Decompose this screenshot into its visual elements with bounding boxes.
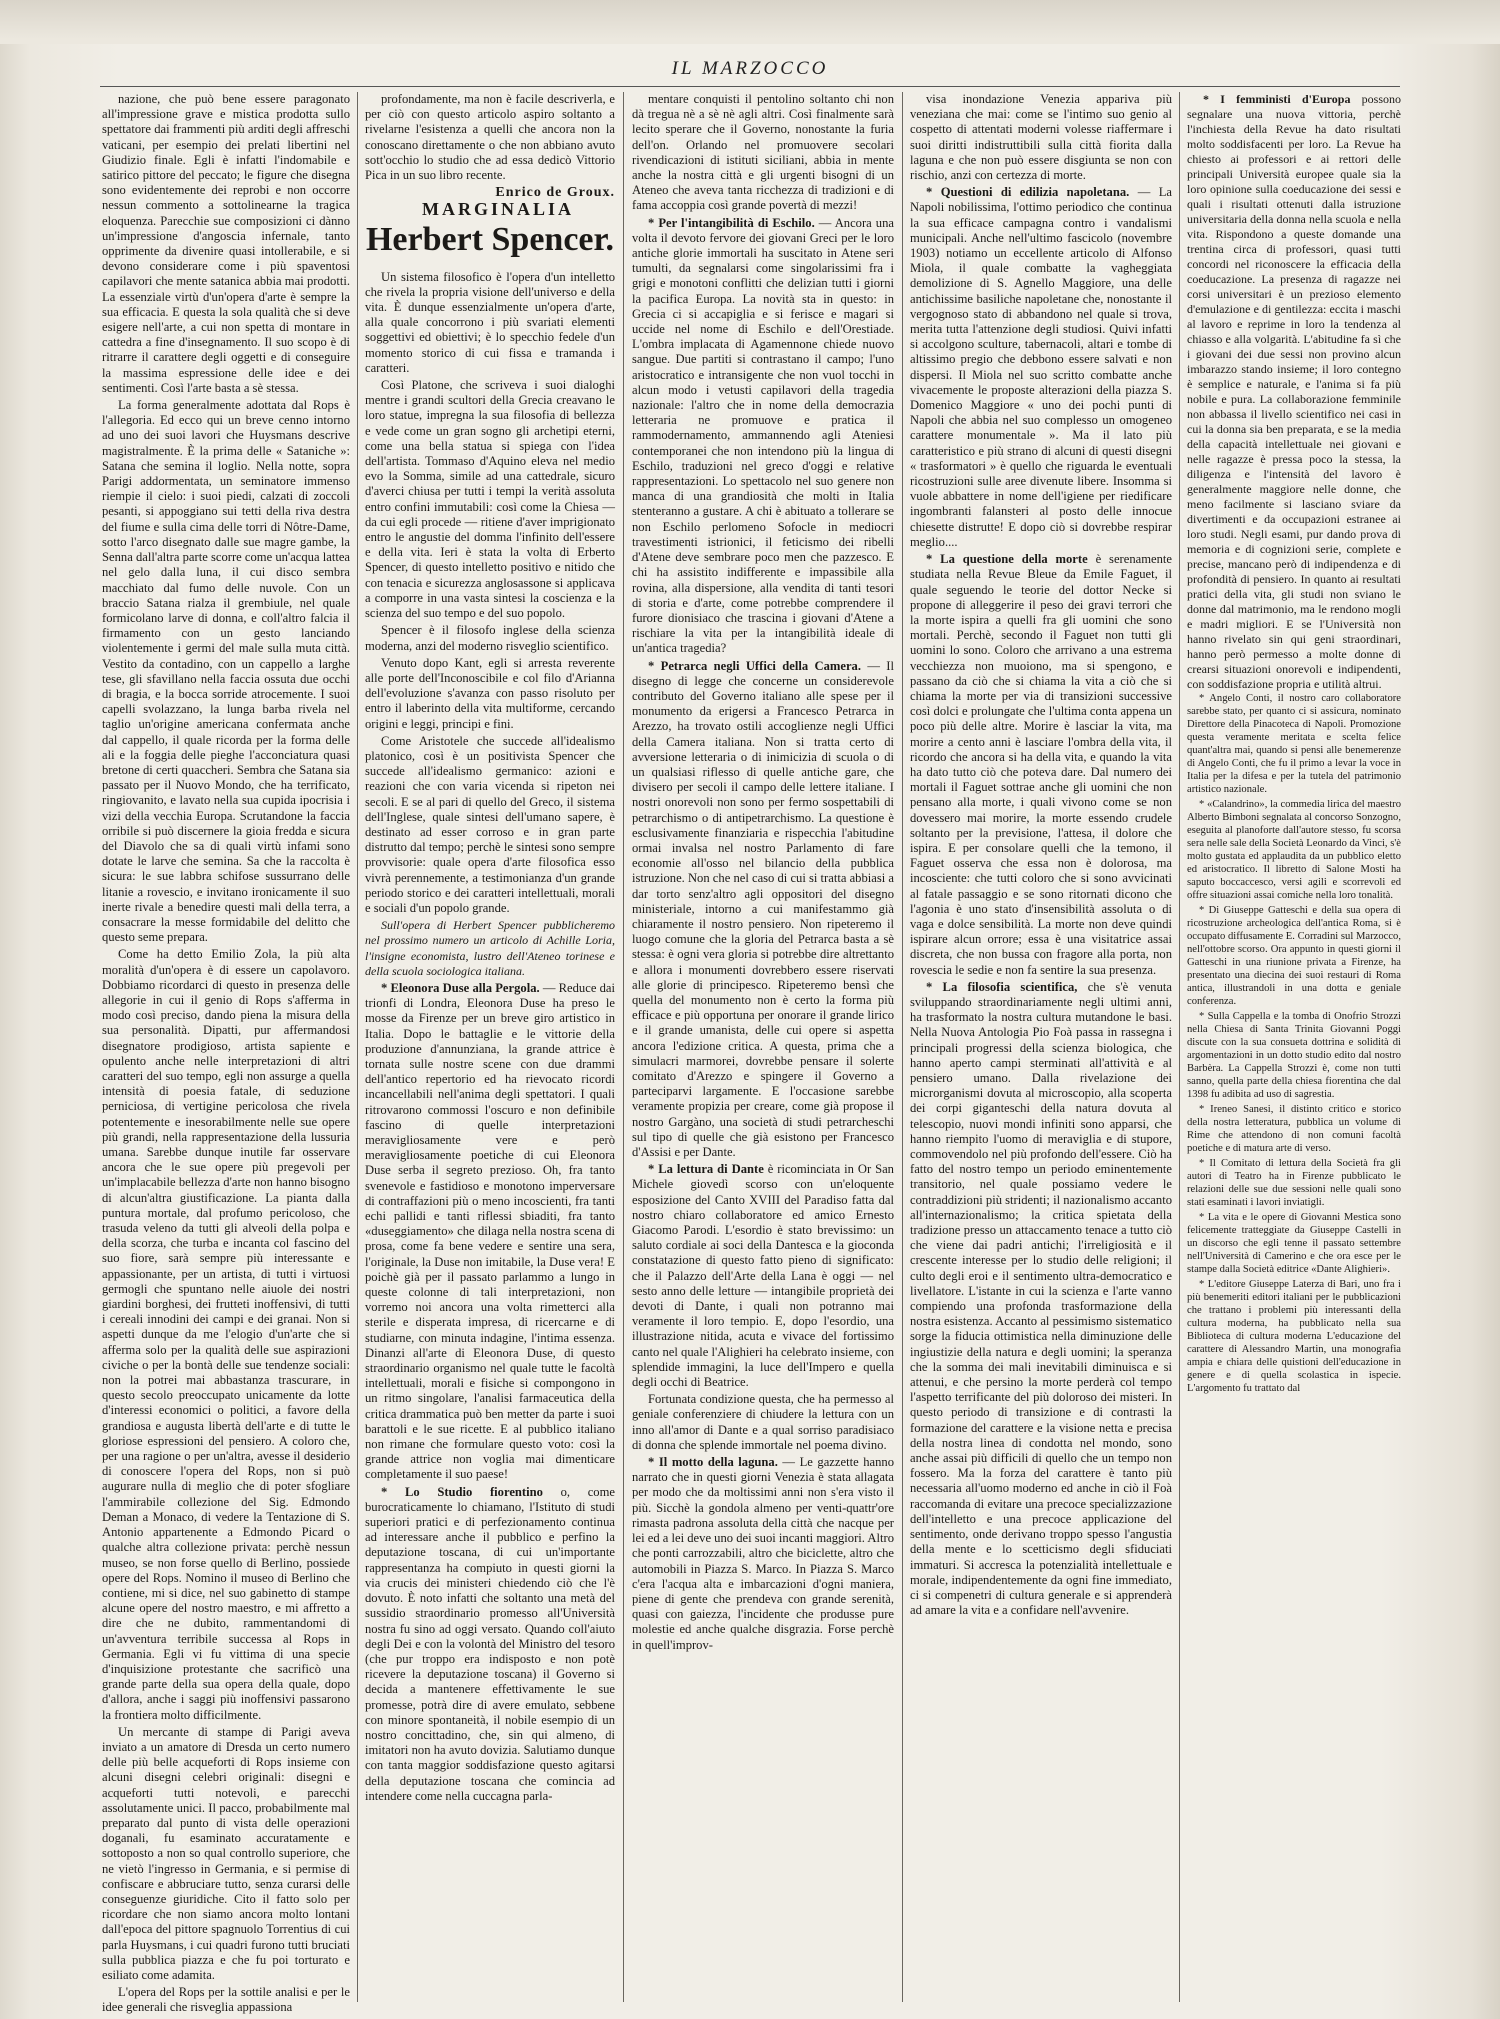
news-heading: * I femministi d'Europa [1203, 92, 1351, 106]
news-body: — Il disegno di legge che concerne un considerevole contributo del Governo italiano alle spese per il monumento da erigersi a Francesco Petrarca in Arezzo, ha trovato ostili accoglienze negli Uffici della Camera italiana. Non si tratta certo di avversione letteraria o di inimicizia di scuola o di un qualsiasi riflesso di quelle antiche gare, che divisero per secoli il campo delle lettere italiane. I nostri onorevoli non sono per fermo sospettabili di petrarchismo o di antipetrarchismo. La questione è esclusivamente finanziaria e rispecchia l'abitudine ormai invalsa nel nostro Parlamento di fare economie all'osso nel bilancio della pubblica istruzione. Non che nel caso di cui si tratta abbiasi a dar torto senz'altro agli oppositori del disegno ministeriale, intorno a cui manifestammo già chiaramente il nostro pensiero. Non ripeteremo il luogo comune che la gloria del Petrarca basta a sè stessa: è ogni vera gloria si potrebbe dire altrettanto e allora i monumenti dovrebbero essere riservati alle glorie di principesco. Ripeteremo bensì che quella del monumento non è certo la forma più efficace e più opportuna per onorare il grande lirico e il grande umanista, delle cui opere si aspetta ancora l'edizione critica. A questa, prima che a simulacri marmorei, dovrebbe pensare il solerte comitato d'Arezzo e spingere il Governo a parteciparvi largamente. E l'occasione sarebbe veramente propizia per creare, come già propose il nostro Gargàno, una società di studi petrarcheschi sul tipo di quelle che già esistono per Francesco d'Assisi e per Dante. [632, 658, 894, 1160]
news-heading: * Petrarca negli Uffici della Camera. [648, 658, 861, 673]
news-heading: * Eleonora Duse alla Pergola. [381, 980, 540, 995]
small-note: * Di Giuseppe Gatteschi e della sua opera di ricostruzione archeologica dell'antica Roma, si è occupato diffusamente E. Corradini sul Marzocco, nell'ottobre scorso. Ora appunto in questi giorni il Gatteschi in una riunione privata a Firenze, ha presentato una diecina dei suoi restauri di Roma antica, illustrandoli in una dotta e geniale conferenza. [1187, 905, 1401, 1007]
news-item [632, 216, 894, 657]
column-1 [102, 92, 350, 2015]
news-body: è ricominciata in Or San Michele giovedì scorso con un'eloquente esposizione del Canto XVIII del Paradiso fatta dal nostro chiaro collaboratore ed amico Ernesto Giacomo Parodi. L'esordio è stato brevissimo: un saluto cordiale ai soci della Dantesca e la gioconda constatazione di questo fatto pieno di significato: che il Palazzo dell'Arte della Lana è oggi — nel sesto anno delle letture — intangibile proprietà dei devoti di Dante, i quali non potranno mai veramente il loro tempio. E, dopo l'esordio, una illustrazione nitida, acuta e vivace del fortissimo canto nel quale l'Alighieri ha celebrato insieme, con splendide immagini, la luce dell'Impero e quella degli occhi di Beatrice. [632, 1162, 894, 1390]
article-paragraph: Come Aristotele che succede all'idealismo platonico, così è un positivista Spencer che succede all'idealismo germanico: azioni e reazioni che con varia vicenda si ripeton nei secoli. E se al pari di quello del Greco, il sistema dell'Inglese, quale sintesi dell'umano sapere, è destinato ad esser corroso e in gran parte distrutto dal tempo; perchè le sintesi sono sempre provvisorie: quale opera d'arte filosofica esso vivrà perennemente, a testimonianza d'un grande periodo storico e dei caratteri intellettuali, morali e sociali d'un popolo grande. [365, 733, 615, 915]
news-heading: * Questioni di edilizia napoletana. [926, 185, 1130, 200]
article-paragraph: Spencer è il filosofo inglese della scienza moderna, anzi del moderno risveglio scientifico. [365, 623, 615, 653]
news-item [910, 185, 1172, 550]
article-paragraph: Come ha detto Emilio Zola, la più alta moralità d'un'opera è di essere un capolavoro. Dobbiamo ricordarci di questo in presenza delle allegorie in cui il genio di Rops s'afferma in modo così preciso, dando piena la misura della sua personalità. Dipatti, pur affermandosi disegnatore prodigioso, artista sapiente e opulento anche nelle interpretazioni di altri caratteri del suo tempo, egli non assurge a quella intensità di poesia fatale, di seduzione perniciosa, di vertigine pericolosa che rivela potentemente e inesorabilmente nelle sue opere più grandi, nella rappresentazione della lussuria umana. Sarebbe dunque inutile far osservare ancora che le sue opere più pregevoli per un'implacabile bellezza d'arte non hanno bisogno di alcun'altra giustificazione. La pianta dalla puntura mortale, dal profumo pericoloso, che trasuda veleno da tutti gli alveoli della polpa e della scorza, che turba e incanta col fascino del suo fiore, sarà sempre più interessante e appassionante, per un artista, di tutti i virtuosi germogli che spuntano nelle aiuole dei nostri giardini borghesi, dei frutteti inoffensivi, di tutti i cereali innodini dei campi e dei granai. Non si aspetti dunque da me l'elogio d'un'arte che si afferma solo per la qualità delle sue aspirazioni civiche o per la bontà delle sue tendenze sociali: non la potrei mai abbastanza trascurare, in questo secolo preoccupato unicamente da lotte d'interessi economici o politici, a favore della grandiosa e augusta libertà dell'arte e di tutte le gloriose espressioni del pensiero. A coloro che, per una ragione o per un'altra, avesse il desiderio di conoscere l'opera del Rops, non si può augurare nulla di meglio che di poter sfogliare l'ammirabile collezione del Sig. Edmondo Deman a Monaco, di vedere la Tentazione di S. Antonio appartenente a Edmondo Picard o qualche altra collezione privata: perchè nessun museo, se non forse quello di Berlino, possiede opere del Rops. Nomino il museo di Berlino che contiene, mi si dice, nel suo gabinetto di stampe alcune opere del nostro maestro, e mi affretto a dire che ne dubito, rammentandomi di un'avventura terribile successa al Rops in Germania. Egli vi fu vittima di una specie d'inquisizione protestante che sacrificò una grande parte della sua opera della quale, dopo d'allora, anche i saggi più inoffensivi passarono la frontiera molto difficilmente. [102, 947, 350, 1722]
column-divider [1179, 92, 1180, 2002]
masthead: IL MARZOCCO [671, 58, 829, 79]
article-paragraph: Un mercante di stampe di Parigi aveva inviato a un amatore di Dresda un certo numero delle più belle acqueforti di Rops insieme con alcuni disegni celebri originali: disegni e acqueforti tutti notevoli, e parecchi assolutamente unici. Il pacco, probabilmente mal preparato dal punto di vista delle operazioni doganali, fu esaminato accuratamente e sottoposto a non so qual controllo superiore, che ne vietò l'ingresso in Germania, e si permise di confiscare e abbruciare tutto, senza curarsi delle conseguenze giuridiche. Cito il fatto solo per ricordare che non siamo ancora molto lontani dall'epoca del pittore spagnuolo Torrentius di cui parla Huysmans, i cui quadri furono tutti bruciati sulla pubblica piazza e che fu poi torturato e esiliato come adamita. [102, 1724, 350, 1982]
news-item [632, 659, 894, 1161]
author-signature: Enrico de Groux. [495, 185, 615, 201]
news-body: — Ancora una volta il devoto fervore dei giovani Greci per le loro antiche glorie immortali ha suscitato in Atene seri tumulti, da segnalarsi come singolarissimi fra i grigi e monotoni conflitti che delizian tutti i giorni la pacifica Europa. La novità sta in questo: in Grecia ci si accapiglia e si ferisce e magari si uccide nel nome di Eschilo e dell'Orestiade. L'ombra implacata di Agamennone chiede nuovo sangue. Due partiti si contrastano il campo; l'uno aristocratico e intransigente che non vuol tocchi in alcun modo i vetusti capilavori della tragedia nazionale: l'altro che in nome della democrazia letteraria ne promuove e pratica il rammodernamento, ammannendo agli Ateniesi contemporanei che non intendono più la lingua di Eschilo, traduzioni nel greco d'oggi e relative rappresentazioni. Lo spettacolo nel suo genere non manca di una grandiosità che molti in Italia stenteranno a gustare. A chi è abituato a tollerare se non Eschilo perlomeno Sofocle in mediocri travestimenti istrionici, il feticismo dei ribelli d'Atene deve sembrare poco men che pazzesco. E chi ha assistito indifferente e impassibile alla rovina, alla dispersione, alla vendita di tanti tesori di storia e d'arte, come potrebbe comprendere il furore dionisiaco che trascina i giovani d'Atene a rischiare la vita per la intangibilità ideale di un'antica tragedia? [632, 215, 894, 656]
news-body: che s'è venuta sviluppando straordinariamente negli ultimi anni, ha trasformato la nostra cultura mutandone le basi. Nella Nuova Antologia Pio Foà passa in rassegna i principali progressi della scienza biologica, che hanno aperto campi sterminati all'attività e al pensiero umano. Dalla rivelazione dei microrganismi dovuta al microscopio, alla scoperta dei corpi giganteschi della natura dovuta al telescopio, nuovi mondi infiniti sono apparsi, che hanno riempito l'uomo di meraviglia e di stupore, commovendolo nel più profondo dell'essere. Ciò ha fatto del nostro tempo un periodo eminentemente transitorio, nel quale possiamo vedere le contraddizioni più stridenti; il nazionalismo accanto all'internazionalismo; la critica spietata della tradizione presso un attaccamento tenace a tutto ciò che viene dai padri antichi; l'irreligiosità e il crescente interesse per lo studio delle religioni; il culto degli eroi e il sentimento ultra-democratico e livellatore. L'istante in cui la scienza e l'arte vanno compiendo una profonda trasformazione della nostra esistenza. Accanto al pessimismo sistematico sorge la fiducia ottimistica nella diminuzione delle ingiustizie della natura e degli uomini; la speranza che la somma dei mali inevitabili diminuisca e si attenui, e che persino la morte perderà col tempo l'aspetto terrificante del più doloroso dei misteri. In questo periodo di transizione e di contrasti la formazione del carattere e la visione netta e precisa della nostra linea di condotta nel mondo, sono anche assai più difficili di quello che un tempo non fossero. Ma la forza del carattere è tanto più necessaria all'uomo moderno ed anche in ciò il Foà raccomanda di evitare una precoce specializzazione dell'intelletto e una precoce applicazione del sentimento, onde derivano troppo spesso l'angustia della mente e lo scetticismo degli sfiduciati immaturi. Si accresca la potenzialità intellettuale e morale, indipendentemente da ogni fine immediato, ci si compenetri di cultura generale e si apprenderà ad amare la vita e a confidare nell'avvenire. [910, 979, 1172, 1618]
news-body: o, come burocraticamente lo chiamano, l'Istituto di studi superiori pratici e di perfezionamento continua ad interessare anche il pubblico e perfino la deputazione toscana, di cui un'importante rappresentanza ha compiuto in questi giorni la via crucis dei ministeri chiedendo ciò che l'è dovuto. È noto infatti che soltanto una metà del sussidio straordinario promesso all'Università nostra fu sino ad oggi versato. Quando coll'aiuto degli Dei e con la volontà del Ministro del tesoro (che pur troppo era indisposto e non potè ricevere la deputazione toscana) il Governo si decida a mantenere effettivamente le sue promesse, potrà dire di avere emulato, sebbene con minore spontaneità, il nobile esempio di un nostro concittadino, che, sin qui almeno, di imitatori non ha avuto dovizia. Salutiamo dunque con tanta maggior soddisfazione questo agitarsi della deputazione toscana che comincia ad intendere come nella cuccagna parla- [365, 1484, 615, 1803]
small-note: * Il Comitato di lettura della Società fra gli autori di Teatro ha in Firenze pubblicato le relazioni delle sue due sessioni nelle quali sono stati esaminati i lavori inviatigli. [1187, 1158, 1401, 1208]
article-paragraph: Così Platone, che scriveva i suoi dialoghi mentre i grandi scultori della Grecia creavano le loro statue, impregna la sua filosofia di bellezza e vede come un gran sogno gli archetipi eterni, come una bella statua si spiega con l'idea dell'artista. Tommaso d'Aquino eleva nel medio evo la Somma, simile ad una cattedrale, sicuro d'averci chiusa per tutti i tempi la verità assoluta entro confini immutabili: così come la Chiesa — da cui egli procede — ritiene d'aver imprigionato entro le angustie del domma l'infinito dell'essere e della vita. Ieri è stata la volta di Erberto Spencer, di questo intelletto positivo e nitido che con tenacia e sicurezza anglosassone si applicava a comporre in una vasta sintesi la coscienza e la scienza del suo tempo e del suo popolo. [365, 378, 615, 621]
news-heading: * La questione della morte [926, 552, 1088, 567]
article-title: Herbert Spencer. [365, 220, 614, 258]
article-paragraph: nazione, che può bene essere paragonato all'impressione grave e mistica prodotta sullo spettatore dai frammenti più arditi degli affreschi vaticani, per esempio dei prelati libertini nel Giudizio finale. Egli è infatti l'indomabile e satirico pittore del peccato; le figure che disegna sono evidentemente dei reprobi e non occorre nessun commento a sottolinearne la tragica eloquenza. Parecchie sue composizioni ci dànno un'impressione d'angoscia infernale, tanto opprimente da divenire quasi intollerabile, e si devono considerare come i più spaventosi capilavori che mente satanica abbia mai prodotti. La essenziale virtù d'un'opera d'arte è sempre la sua efficacia. E questa la sola qualità che si deve esigere nell'arte, a cui non spetta di montare in cattedra a fine d'insegnamento. Il suo scopo è di ritrarre il carattere degli oggetti e di conseguire la massima espressione delle idee e dei sentimenti. Così l'arte basta a sè stessa. [102, 92, 350, 395]
news-heading: * Per l'intangibilità di Eschilo. [648, 215, 815, 230]
news-body: — La Napoli nobilissima, l'ottimo periodico che continua la sua efficace campagna contro i vandalismi municipali. Anche nell'ultimo fascicolo (novembre 1903) notiamo un eccellente articolo di Alfonso Miola, il quale combatte la vagheggiata demolizione di S. Agnello Maggiore, una delle antichissime basiliche napoletane che, nonostante il vergognoso stato di abbandono nel quale si trova, merita tutta l'attenzione degli studiosi. Quivi infatti si accolgono sculture, tabernacoli, altari e tombe di altissimo pregio che debbono essere salvati e non dispersi. Il Miola nel suo scritto combatte anche vivacemente le proposte alterazioni della piazza S. Domenico Maggiore « uno dei pochi punti di Napoli che abbia nel suo complesso un omogeneo carattere monumentale ». Ma il lato più caratteristico e più strano di alcuni di questi disegni « trasformatori » è quello che riguarda le eventuali ricostruzioni sulle aree divenute libere. Insomma si vuole abbattere in nome dell'igiene per riedificare ingombranti falansteri al posto delle innocue chiesette distrutte! E dopo ciò si dovrebbe respirar meglio.... [910, 185, 1172, 549]
article-paragraph: Un sistema filosofico è l'opera d'un intelletto che rivela la propria visione dell'universo e della vita. È dunque essenzialmente un'opera d'arte, alla quale concorrono i più svariati elementi soggettivi ed obiettivi; è lo specchio fedele d'un momento storico di cui fissa e tramanda i caratteri. [365, 269, 615, 375]
column-divider [902, 92, 903, 2002]
news-body: è serenamente studiata nella Revue Bleue da Emile Faguet, il quale seguendo le teorie del dottor Necke si propone di alleggerire il peso dei gravi terrori che la morte ispira a quelli fra gli uomini che sono mortali. Perchè, secondo il Faguet non tutti gli uomini lo sono. Coloro che arrivano a una estrema vecchiezza non muoiono, ma si spengono, e passano da ciò che si chiama la vita a ciò che si chiama la morte per via di transizioni successive così dolci e prolungate che l'ultima conta appena un poco più delle altre. Morire è lasciar la vita, ma morire a cento anni è lasciare l'ombra della vita, il ricordo che ancora si ha della vita, e quando la vita ha dato tutto ciò che poteva dare. Dal numero dei mortali il Faguet sottrae anche gli uomini che non pensano alla morte, i quali vivono come se non dovessero mai morire, la morte essendo crudele soltanto per la previsione, l'attesa, il dolore che ispira. E per consolare quelli che la temono, il Faguet osserva che essa non è dolorosa, ma incosciente: che tutti coloro che si sono avvicinati al fatale passaggio e se sono ritornati dicono che l'agonia è uno stato d'insensibilità assoluta o di vaga e dolce sensibilità. La morte non deve quindi ispirare alcun orrore; essa è una visitatrice assai discreta, che non bussa con fragore alla porta, non rovescia le sedie e non fa sentire la sua presenza. [910, 552, 1172, 977]
header-rule [100, 86, 1400, 87]
news-heading: * La filosofia scientifica, [926, 979, 1078, 994]
news-item [365, 981, 615, 1483]
small-notes [1187, 692, 1401, 1395]
news-item [910, 552, 1172, 978]
article-paragraph: visa inondazione Venezia appariva più veneziana che mai: come se l'intimo suo genio al cospetto di attentati moderni volesse riaffermare i suoi diritti indistruttibili sulla città fiorita dalla laguna e che non può essere disgiunta se non con rischio, anzi con certezza di morte. [910, 92, 1172, 183]
article-paragraph: La forma generalmente adottata dal Rops è l'allegoria. Ed ecco qui un breve cenno intorno ad uno dei suoi lavori che Huysmans descrive magistralmente. È la prima delle « Sataniche »: Satana che semina il loglio. Nella notte, sopra Parigi addormentata, un seminatore immenso riempie il cielo: i suoi piedi, calzati di zoccoli pesanti, si appoggiano sui tetti della riva destra del fiume e sulla cima delle torri di Nôtre-Dame, sotto l'arco disegnato dalle sue magre gambe, la Senna dall'altra parte scorre come un'acqua lattea nel gelo dalla luna, il cui disco sembra macchiato dal fumo delle nuvole. Con un braccio Satana rialza il grembiule, nel quale formicolano larve di donna, e coll'altro falcia il firmamento con un gesto lanciando violentemente i germi del male sulla muta città. Vestito da contadino, con un cappello a larghe tese, gli sfavillano nella faccia ossuta due occhi di bragia, e la bocca sorride atrocemente. I suoi capelli svolazzano, la lunga barba rivela nel taglio un'origine americana confermata anche dal cappello, il quale ricorda per la forma delle ali e la foggia delle pieghe l'acconciatura quasi bretone di certi quaccheri. Sembra che Satana sia passato per il Nuovo Mondo, che ha terrificato, ringiovanito, e lavato nella sua cupida ipocrisia i vizi della vecchia Europa. Scrutandone la faccia orribile si può discernere la gioia fredda e sicura del Diavolo che sa di quali virtù infami sono dotate le larve che semina. Sa che la raccolta è sicura: le sue labbra schifose sussurrano delle litanie a rovescio, e invitano ironicamente il suo inerte rivale a benedire questi mali della terra, a consacrare la messe formidabile del delitto che questo seme prepara. [102, 398, 350, 945]
column-divider [623, 92, 624, 2002]
editorial-note: Sull'opera di Herbert Spencer pubblicheremo nel prossimo numero un articolo di Achille Loria, l'insigne economista, lustro dell'Ateneo torinese e della scuola sociologica italiana. [365, 918, 615, 978]
news-body: — Reduce dai trionfi di Londra, Eleonora Duse ha preso le mosse da Firenze per un breve giro artistico in Italia. Dopo le battaglie e le vittorie della produzione d'annunziana, la grande attrice è tornata sulle nostre scene con due drammi dell'antico repertorio ed ha rievocato ricordi incancellabili nell'anima degli spettatori. I quali ritrovarono commossi l'oscuro e non definibile fascino di quelle interpretazioni meravigliosamente vere e però meravigliosamente poetiche di cui Eleonora Duse serba il segreto prezioso. Oh, fra tanto svenevole e fastidioso e monotono imperversare di contraffazioni più o meno incoscienti, fra tanti echi pallidi e tanti riflessi sbiaditi, fra tanto «duseggiamento» che dilaga nella nostra scena di prosa, come fa bene vedere e sentire una sera, l'originale, la Duse non imitabile, la Duse vera! E poichè già per il passato parlammo a lungo in queste colonne di tali interpretazioni, non vorremo noi ancora una volta rimetterci alla sterile e disperata impresa, di ricercarne e di studiarne, con minuta indagine, l'intima essenza. Dinanzi all'arte di Eleonora Duse, di questo straordinario organismo nel quale tutte le facoltà intellettuali, morali e fisiche si compongono in un ritmo singolare, l'analisi farmaceutica della critica drammatica può ben metter da parte i suoi barattoli e le sue ricette. E al pubblico italiano non rimane che formulare questo voto: così la grande attrice non voglia mai dimenticare completamente il suo paese! [365, 980, 615, 1482]
article-paragraph: L'opera del Rops per la sottile analisi e per le idee generali che risveglia appassiona [102, 1985, 350, 2015]
article-paragraph: Fortunata condizione questa, che ha permesso al geniale conferenziere di chiudere la lettura con un inno all'amor di Dante e a qual sorriso paradisiaco di donna che splende immortale nel poema divino. [632, 1392, 894, 1452]
section-title: MARGINALIA [421, 199, 574, 220]
column-2 [365, 92, 615, 1992]
news-item [365, 1485, 615, 1804]
news-item [910, 980, 1172, 1619]
news-body: possono segnalare una nuova vittoria, perchè l'inchiesta della Revue ha dato risultati molto soddisfacenti per loro. La Revue ha chiesto ai professori e ai rettori delle principali Università europee quale sia la loro opinione sulla coeducazione dei sessi e quali i risultati ottenuti dalla istruzione universitaria della donna nella scuola e nella vita. Rispondono a queste domande una trentina circa di professori, quasi tutti concordi nel riconoscere la efficacia della coeducazione. La presenza di ragazze nei corsi universitari è un prezioso elemento d'emulazione e di gentilezza: eccita i maschi al lavoro e reprime in loro la tendenza al chiasso e alla volgarità. L'abitudine fa sì che i giovani dei due sessi non provino alcun imbarazzo stando insieme; il loro contegno è semplice e naturale, e l'anima si fa più nobile e pura. La collaborazione femminile non abbassa il livello scientifico nei casi in cui la donna sia ben preparata, e se la media della capacità intellettuale nei giovani e nelle ragazze è pressa poco la stessa, la diligenza e l'intensità del lavoro è generalmente maggiore nelle donne, che meno facilmente si lasciano sviare da divertimenti e da occupazioni estranee ai loro studi. Negli esami, pur dando prova di memoria e di cognizioni serie, complete e precise, mancano però di indipendenza e di profondità di pensiero. In quanto ai resultati pratici della vita, gli studi non sviano le donne dal matrimonio, ma le rendono mogli e madri migliori. E se l'Università non hanno rivelato sin qui geni straordinari, hanno però permesso a molte donne di crearsi situazioni onorevoli e indipendenti, con soddisfazione propria e utilità altrui. [1187, 92, 1402, 691]
small-note: * «Calandrino», la commedia lirica del maestro Alberto Bimboni segnalata al concorso Sonzogno, eseguita al planoforte dall'autore stesso, fu scorsa sera nelle sale della Società Leonardo da Vinci, s'è molto gustata ed applaudita da un pubblico eletto ed aristocratico. Il libretto di Salone Mosti ha saputo boccaccesco, versi agili e scorrevoli ed offre situazioni assai comiche nella loro tonalità. [1187, 799, 1401, 901]
article-paragraph: mentare conquisti il pentolino soltanto chi non dà tregua nè a sè nè agli altri. Così finalmente sarà lecito sperare che il Governo, nonostante la furia dell'on. Orlando nel promuovere secolari rivendicazioni di istituti siciliani, abbia in mente anche la nostra città e gli urgenti bisogni di un Ateneo che aveva tanta ricchezza di tradizioni e di fama accoppia così grande povertà di mezzi! [632, 92, 894, 213]
news-heading: * La lettura di Dante [648, 1162, 764, 1177]
news-heading: * Lo Studio fiorentino [381, 1484, 543, 1499]
small-note: * L'editore Giuseppe Laterza di Bari, uno fra i più benemeriti editori italiani per le pubblicazioni che trattano i problemi più interessanti della cultura moderna, ha pubblicato nella sua Biblioteca di cultura moderna L'educazione del carattere di Alessandro Martin, una monografia ampia e chiara delle quistioni dell'educazione in genere e di quella scolastica in ispecie. L'argomento fu trattato dal [1187, 1279, 1401, 1394]
article-paragraph: Venuto dopo Kant, egli si arresta reverente alle porte dell'Inconoscibile e col filo d'Arianna dell'evoluzione s'avanza con passo risoluto per entro il laberinto della vita multiforme, cercando origini e leggi, principi e fini. [365, 655, 615, 731]
small-note: * La vita e le opere di Giovanni Mestica sono felicemente tratteggiate da Giuseppe Castelli in un discorso che egli tenne il passato settembre nell'Università di Camerino e che ora esce per le stampe dalla Società editrice «Dante Alighieri». [1187, 1212, 1401, 1275]
news-item [632, 1455, 894, 1653]
small-note: * Ireneo Sanesi, il distinto critico e storico della nostra letteratura, pubblica un volume di Rime che attendono di non comuni facoltà poetiche e di matura arte di verso. [1187, 1104, 1401, 1154]
column-4 [910, 92, 1172, 1992]
column-5 [1187, 92, 1401, 1992]
news-body: — Le gazzette hanno narrato che in questi giorni Venezia è stata allagata per modo che da moltissimi anni non s'era visto il più. Sicchè la gondola almeno per venti-quattr'ore rimasta padrona assoluta della città che nacque per lei ed a lei deve uno dei suoi incanti maggiori. Altro che ponti carrozzabili, altro che biciclette, altro che automobili in Piazza S. Marco. In Piazza S. Marco c'era l'acqua alta e imbarcazioni d'ogni maniera, piene di gente che prendeva con grande serenità, quasi con gaiezza, l'incidente che produsse pure molestie ed anche qualche disgrazia. Forse perchè in quell'improv- [632, 1455, 895, 1652]
column-divider [357, 92, 358, 2002]
small-note: * Sulla Cappella e la tomba di Onofrio Strozzi nella Chiesa di Santa Trinita Giovanni Poggi discute con la sua consueta dottrina e solidità di argomentazioni in un dotto studio edito dal nostro Barbèra. La Cappella Strozzi è, come non tutti sanno, quella parte della chiesa fiorentina che dal 1398 fu adibita ad uso di sagrestia. [1187, 1011, 1401, 1100]
page-fold-shadow [0, 0, 1500, 44]
news-item [632, 1162, 894, 1390]
column-3 [632, 92, 894, 1992]
article-paragraph: profondamente, ma non è facile descriverla, e per ciò con questo articolo aspiro soltanto a rivelarne l'esistenza a quelli che ancora non la conoscano direttamente o che non abbiano avuto sott'occhio lo studio che ad essa dedicò Vittorio Pica in un suo libro recente. [365, 92, 615, 183]
news-heading: * Il motto della laguna. [648, 1455, 778, 1470]
small-note: * Angelo Conti, il nostro caro collaboratore sarebbe stato, per quanto ci si assicura, nominato Direttore della Pinacoteca di Napoli. Promozione questa veramente meritata e scelta felice quant'altra mai, quando si pensi alle benemerenze di Angelo Conti, che fu il primo a levar la voce in Italia per la difesa e per la tutela del patrimonio artistico nazionale. [1187, 693, 1401, 795]
news-item [1187, 92, 1401, 692]
